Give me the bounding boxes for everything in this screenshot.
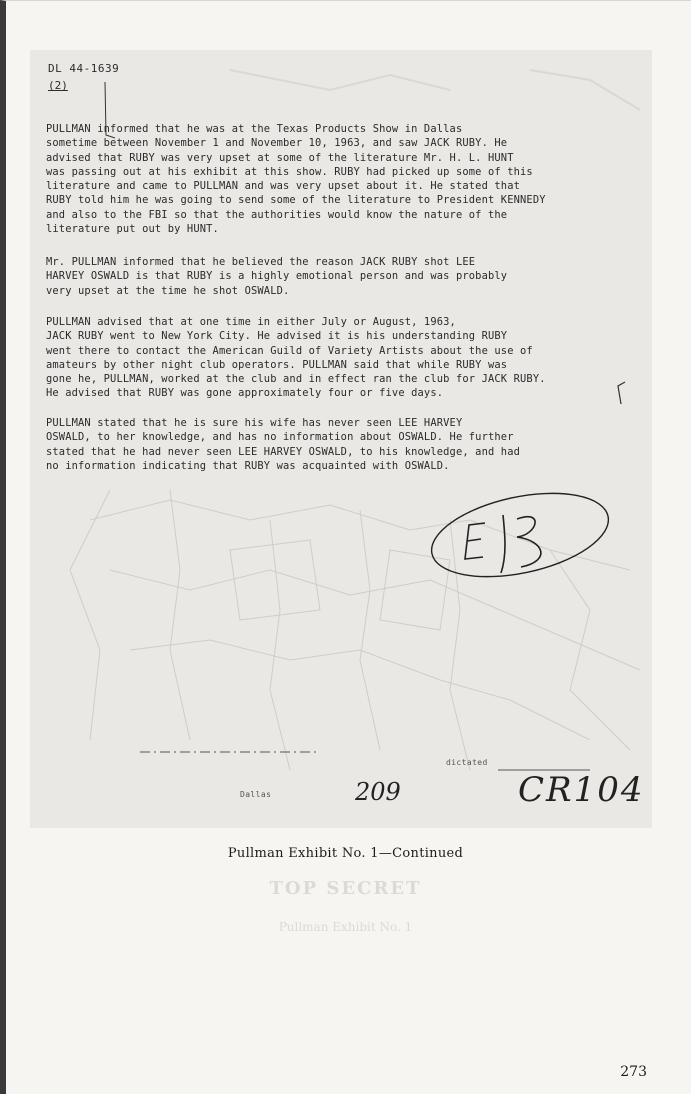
bleedthrough-title: TOP SECRET — [269, 878, 422, 899]
margin-tick-icon — [615, 380, 629, 406]
paragraph-2: Mr. PULLMAN informed that he believed the reason JACK RUBY shot LEE HARVEY OSWALD is that RUBY is a highly emotional person and was probably very upset at the time he shot OSWALD. — [46, 256, 508, 297]
dictated-stamp: dictated — [446, 758, 488, 767]
paragraph-3: PULLMAN advised that at one time in either July or August, 1963, JACK RUBY went to New York City. He advised it is his understanding RUBY went there to contact the American Guild of Variety Artists about the use of amateurs by other night club operators. PULLMAN said that while RUBY was gone he, PULLMAN, worked at the club and in effect ran the club for JACK RUBY. He advised that RUBY was gone approximately four or five days. — [46, 316, 546, 400]
location-stamp: Dallas — [240, 790, 272, 799]
file-number: DL 44-1639 — [48, 62, 120, 75]
handwritten-code: CR104 — [518, 770, 645, 810]
page-number: 273 — [620, 1064, 647, 1080]
paragraph-1: PULLMAN informed that he was at the Texas Products Show in Dallas sometime between November 1 and November 10, 1963, and saw JACK RUBY. He advised that RUBY was very upset at some of the literature Mr. H. L. HUNT was passing out at his exhibit at this show. RUBY had picked up some of this literature and came to PULLMAN and was very upset about it. He stated that RUBY told him he was going to send some of the literature to President KENNEDY and also to the FBI so that the authorities would know the nature of the literature put out by HUNT. — [46, 123, 546, 236]
exhibit-caption: Pullman Exhibit No. 1—Continued — [227, 846, 464, 861]
handwritten-number: 209 — [355, 778, 401, 806]
bleedthrough-subtitle: Pullman Exhibit No. 1 — [278, 920, 413, 934]
paragraph-4: PULLMAN stated that he is sure his wife has never seen LEE HARVEY OSWALD, to her knowledge, and has no information about OSWALD. He further stated that he had never seen LEE HARVEY OSWALD, to his knowledge, and had no information indicating that RUBY was acquainted with OSWALD. — [46, 417, 521, 472]
page-label: (2) — [48, 79, 68, 92]
initials-signature-icon — [425, 485, 615, 585]
photocopy-document — [30, 50, 652, 828]
